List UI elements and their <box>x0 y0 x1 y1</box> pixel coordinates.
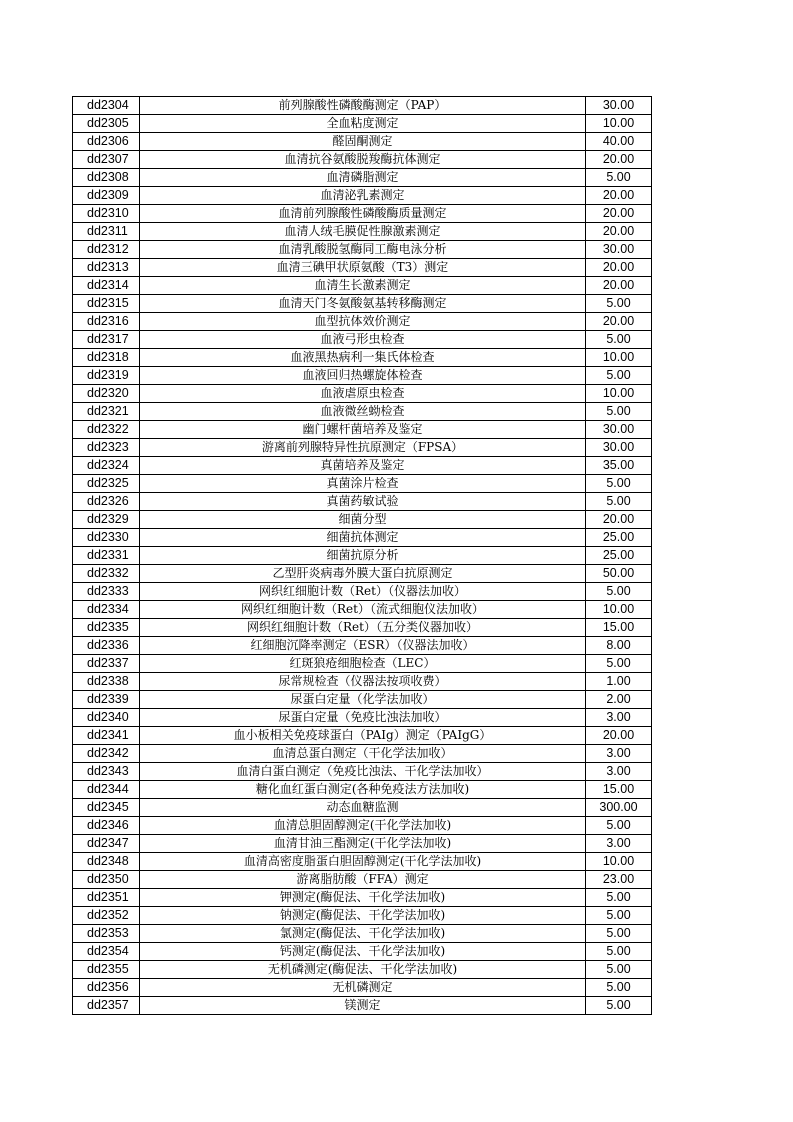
item-code-cell: dd2344 <box>73 781 140 799</box>
item-price-cell: 5.00 <box>586 943 652 961</box>
table-row <box>73 511 652 529</box>
item-name-cell: 真菌培养及鉴定 <box>140 457 586 475</box>
table-row <box>73 97 652 115</box>
fee-table-sheet <box>72 96 652 1015</box>
item-price-cell: 10.00 <box>586 115 652 133</box>
item-name-cell: 细菌抗体测定 <box>140 529 586 547</box>
item-name-cell: 真菌涂片检查 <box>140 475 586 493</box>
item-price-cell: 5.00 <box>586 331 652 349</box>
table-row <box>73 151 652 169</box>
item-price-cell: 5.00 <box>586 817 652 835</box>
item-price-cell: 5.00 <box>586 169 652 187</box>
item-price-cell: 20.00 <box>586 205 652 223</box>
item-price-cell: 5.00 <box>586 655 652 673</box>
item-name-cell: 镁测定 <box>140 997 586 1015</box>
table-row <box>73 295 652 313</box>
item-name-cell: 血清高密度脂蛋白胆固醇测定(干化学法加收) <box>140 853 586 871</box>
item-price-cell: 10.00 <box>586 601 652 619</box>
item-name-cell: 红细胞沉降率测定（ESR）（仪器法加收） <box>140 637 586 655</box>
item-price-cell: 50.00 <box>586 565 652 583</box>
table-row <box>73 331 652 349</box>
table-row <box>73 997 652 1015</box>
table-row <box>73 907 652 925</box>
item-price-cell: 5.00 <box>586 493 652 511</box>
table-row <box>73 727 652 745</box>
item-name-cell: 全血粘度测定 <box>140 115 586 133</box>
item-price-cell: 20.00 <box>586 151 652 169</box>
item-price-cell: 3.00 <box>586 835 652 853</box>
item-code-cell: dd2305 <box>73 115 140 133</box>
table-row <box>73 619 652 637</box>
item-price-cell: 15.00 <box>586 781 652 799</box>
item-name-cell: 钠测定(酶促法、干化学法加收) <box>140 907 586 925</box>
item-price-cell: 300.00 <box>586 799 652 817</box>
item-code-cell: dd2355 <box>73 961 140 979</box>
item-price-cell: 20.00 <box>586 727 652 745</box>
item-name-cell: 氯测定(酶促法、干化学法加收) <box>140 925 586 943</box>
item-code-cell: dd2340 <box>73 709 140 727</box>
item-code-cell: dd2346 <box>73 817 140 835</box>
item-name-cell: 乙型肝炎病毒外膜大蛋白抗原测定 <box>140 565 586 583</box>
item-price-cell: 25.00 <box>586 529 652 547</box>
table-row <box>73 691 652 709</box>
item-code-cell: dd2306 <box>73 133 140 151</box>
table-row <box>73 565 652 583</box>
table-row <box>73 673 652 691</box>
table-row <box>73 529 652 547</box>
item-name-cell: 幽门螺杆菌培养及鉴定 <box>140 421 586 439</box>
table-row <box>73 439 652 457</box>
table-row <box>73 547 652 565</box>
item-name-cell: 游离脂肪酸（FFA）测定 <box>140 871 586 889</box>
item-name-cell: 血清总蛋白测定（干化学法加收） <box>140 745 586 763</box>
table-row <box>73 403 652 421</box>
item-name-cell: 血清天门冬氨酸氨基转移酶测定 <box>140 295 586 313</box>
item-name-cell: 血清白蛋白测定（免疫比浊法、干化学法加收） <box>140 763 586 781</box>
item-price-cell: 10.00 <box>586 349 652 367</box>
item-code-cell: dd2351 <box>73 889 140 907</box>
item-name-cell: 细菌分型 <box>140 511 586 529</box>
item-name-cell: 前列腺酸性磷酸酶测定（PAP） <box>140 97 586 115</box>
item-name-cell: 血液黑热病利一集氏体检查 <box>140 349 586 367</box>
table-row <box>73 853 652 871</box>
item-name-cell: 血清抗谷氨酸脱羧酶抗体测定 <box>140 151 586 169</box>
item-price-cell: 10.00 <box>586 853 652 871</box>
table-row <box>73 781 652 799</box>
item-code-cell: dd2357 <box>73 997 140 1015</box>
item-price-cell: 5.00 <box>586 979 652 997</box>
item-price-cell: 20.00 <box>586 313 652 331</box>
item-name-cell: 血清总胆固醇测定(干化学法加收) <box>140 817 586 835</box>
item-price-cell: 5.00 <box>586 961 652 979</box>
table-row <box>73 871 652 889</box>
item-price-cell: 20.00 <box>586 223 652 241</box>
item-price-cell: 30.00 <box>586 421 652 439</box>
item-code-cell: dd2312 <box>73 241 140 259</box>
item-code-cell: dd2341 <box>73 727 140 745</box>
fee-table-body <box>73 97 652 1015</box>
item-code-cell: dd2324 <box>73 457 140 475</box>
table-row <box>73 241 652 259</box>
item-name-cell: 血清甘油三酯测定(干化学法加收) <box>140 835 586 853</box>
item-code-cell: dd2313 <box>73 259 140 277</box>
item-name-cell: 醛固酮测定 <box>140 133 586 151</box>
item-code-cell: dd2356 <box>73 979 140 997</box>
item-code-cell: dd2319 <box>73 367 140 385</box>
item-price-cell: 3.00 <box>586 745 652 763</box>
item-name-cell: 尿蛋白定量（化学法加收） <box>140 691 586 709</box>
table-row <box>73 583 652 601</box>
table-row <box>73 637 652 655</box>
item-code-cell: dd2336 <box>73 637 140 655</box>
item-code-cell: dd2342 <box>73 745 140 763</box>
item-price-cell: 5.00 <box>586 889 652 907</box>
item-name-cell: 血型抗体效价测定 <box>140 313 586 331</box>
table-row <box>73 763 652 781</box>
item-price-cell: 20.00 <box>586 187 652 205</box>
item-price-cell: 35.00 <box>586 457 652 475</box>
table-row <box>73 493 652 511</box>
item-name-cell: 血清泌乳素测定 <box>140 187 586 205</box>
item-code-cell: dd2353 <box>73 925 140 943</box>
item-name-cell: 血清前列腺酸性磷酸酶质量测定 <box>140 205 586 223</box>
item-code-cell: dd2352 <box>73 907 140 925</box>
table-row <box>73 367 652 385</box>
item-code-cell: dd2326 <box>73 493 140 511</box>
item-price-cell: 2.00 <box>586 691 652 709</box>
item-price-cell: 5.00 <box>586 475 652 493</box>
item-name-cell: 血液弓形虫检查 <box>140 331 586 349</box>
table-row <box>73 115 652 133</box>
item-name-cell: 红斑狼疮细胞检查（LEC） <box>140 655 586 673</box>
table-row <box>73 961 652 979</box>
item-name-cell: 无机磷测定 <box>140 979 586 997</box>
table-row <box>73 817 652 835</box>
item-code-cell: dd2320 <box>73 385 140 403</box>
item-price-cell: 5.00 <box>586 583 652 601</box>
item-code-cell: dd2322 <box>73 421 140 439</box>
item-name-cell: 血清磷脂测定 <box>140 169 586 187</box>
item-price-cell: 15.00 <box>586 619 652 637</box>
item-code-cell: dd2330 <box>73 529 140 547</box>
item-name-cell: 血液虐原虫检查 <box>140 385 586 403</box>
item-code-cell: dd2308 <box>73 169 140 187</box>
item-code-cell: dd2345 <box>73 799 140 817</box>
item-code-cell: dd2310 <box>73 205 140 223</box>
item-code-cell: dd2329 <box>73 511 140 529</box>
item-code-cell: dd2314 <box>73 277 140 295</box>
item-price-cell: 30.00 <box>586 241 652 259</box>
table-row <box>73 889 652 907</box>
item-price-cell: 8.00 <box>586 637 652 655</box>
item-code-cell: dd2333 <box>73 583 140 601</box>
item-code-cell: dd2315 <box>73 295 140 313</box>
table-row <box>73 169 652 187</box>
table-row <box>73 745 652 763</box>
item-name-cell: 尿常规检查（仪器法按项收费） <box>140 673 586 691</box>
item-code-cell: dd2350 <box>73 871 140 889</box>
item-code-cell: dd2354 <box>73 943 140 961</box>
item-code-cell: dd2331 <box>73 547 140 565</box>
item-price-cell: 5.00 <box>586 295 652 313</box>
item-name-cell: 真菌药敏试验 <box>140 493 586 511</box>
item-code-cell: dd2347 <box>73 835 140 853</box>
item-name-cell: 钙测定(酶促法、干化学法加收) <box>140 943 586 961</box>
item-code-cell: dd2348 <box>73 853 140 871</box>
table-row <box>73 277 652 295</box>
table-row <box>73 925 652 943</box>
item-code-cell: dd2332 <box>73 565 140 583</box>
item-name-cell: 糖化血红蛋白测定(各种免疫法方法加收) <box>140 781 586 799</box>
item-price-cell: 5.00 <box>586 907 652 925</box>
item-price-cell: 25.00 <box>586 547 652 565</box>
item-name-cell: 动态血糖监测 <box>140 799 586 817</box>
table-row <box>73 349 652 367</box>
item-code-cell: dd2304 <box>73 97 140 115</box>
table-row <box>73 601 652 619</box>
item-name-cell: 网织红细胞计数（Ret）（仪器法加收） <box>140 583 586 601</box>
item-name-cell: 血液微丝蚴检查 <box>140 403 586 421</box>
item-price-cell: 20.00 <box>586 511 652 529</box>
item-name-cell: 血液回归热螺旋体检查 <box>140 367 586 385</box>
item-code-cell: dd2339 <box>73 691 140 709</box>
item-code-cell: dd2318 <box>73 349 140 367</box>
item-name-cell: 血清三碘甲状原氨酸（T3）测定 <box>140 259 586 277</box>
item-price-cell: 1.00 <box>586 673 652 691</box>
item-code-cell: dd2317 <box>73 331 140 349</box>
table-row <box>73 835 652 853</box>
item-name-cell: 细菌抗原分析 <box>140 547 586 565</box>
item-code-cell: dd2337 <box>73 655 140 673</box>
item-code-cell: dd2309 <box>73 187 140 205</box>
fee-table <box>72 96 652 1015</box>
item-code-cell: dd2323 <box>73 439 140 457</box>
item-code-cell: dd2321 <box>73 403 140 421</box>
item-code-cell: dd2325 <box>73 475 140 493</box>
table-row <box>73 205 652 223</box>
table-row <box>73 259 652 277</box>
table-row <box>73 223 652 241</box>
item-price-cell: 10.00 <box>586 385 652 403</box>
table-row <box>73 313 652 331</box>
item-price-cell: 3.00 <box>586 709 652 727</box>
item-price-cell: 5.00 <box>586 367 652 385</box>
item-code-cell: dd2311 <box>73 223 140 241</box>
item-price-cell: 40.00 <box>586 133 652 151</box>
item-code-cell: dd2343 <box>73 763 140 781</box>
item-name-cell: 网织红细胞计数（Ret）（流式细胞仪法加收） <box>140 601 586 619</box>
item-name-cell: 尿蛋白定量（免疫比浊法加收） <box>140 709 586 727</box>
table-row <box>73 799 652 817</box>
table-row <box>73 943 652 961</box>
item-name-cell: 血清人绒毛膜促性腺激素测定 <box>140 223 586 241</box>
item-price-cell: 30.00 <box>586 97 652 115</box>
table-row <box>73 421 652 439</box>
table-row <box>73 457 652 475</box>
item-name-cell: 游离前列腺特异性抗原测定（FPSA） <box>140 439 586 457</box>
table-row <box>73 709 652 727</box>
item-code-cell: dd2338 <box>73 673 140 691</box>
table-row <box>73 187 652 205</box>
item-name-cell: 血小板相关免疫球蛋白（PAIg）测定（PAIgG） <box>140 727 586 745</box>
item-name-cell: 钾测定(酶促法、干化学法加收) <box>140 889 586 907</box>
item-price-cell: 5.00 <box>586 925 652 943</box>
table-row <box>73 655 652 673</box>
item-code-cell: dd2334 <box>73 601 140 619</box>
item-price-cell: 5.00 <box>586 403 652 421</box>
item-code-cell: dd2307 <box>73 151 140 169</box>
item-price-cell: 3.00 <box>586 763 652 781</box>
table-row <box>73 133 652 151</box>
table-row <box>73 979 652 997</box>
item-name-cell: 血清乳酸脱氢酶同工酶电泳分析 <box>140 241 586 259</box>
item-name-cell: 网织红细胞计数（Ret）（五分类仪器加收） <box>140 619 586 637</box>
item-price-cell: 5.00 <box>586 997 652 1015</box>
item-price-cell: 20.00 <box>586 259 652 277</box>
item-code-cell: dd2316 <box>73 313 140 331</box>
item-code-cell: dd2335 <box>73 619 140 637</box>
table-row <box>73 385 652 403</box>
table-row <box>73 475 652 493</box>
item-name-cell: 无机磷测定(酶促法、干化学法加收) <box>140 961 586 979</box>
item-price-cell: 20.00 <box>586 277 652 295</box>
item-price-cell: 23.00 <box>586 871 652 889</box>
item-price-cell: 30.00 <box>586 439 652 457</box>
item-name-cell: 血清生长激素测定 <box>140 277 586 295</box>
